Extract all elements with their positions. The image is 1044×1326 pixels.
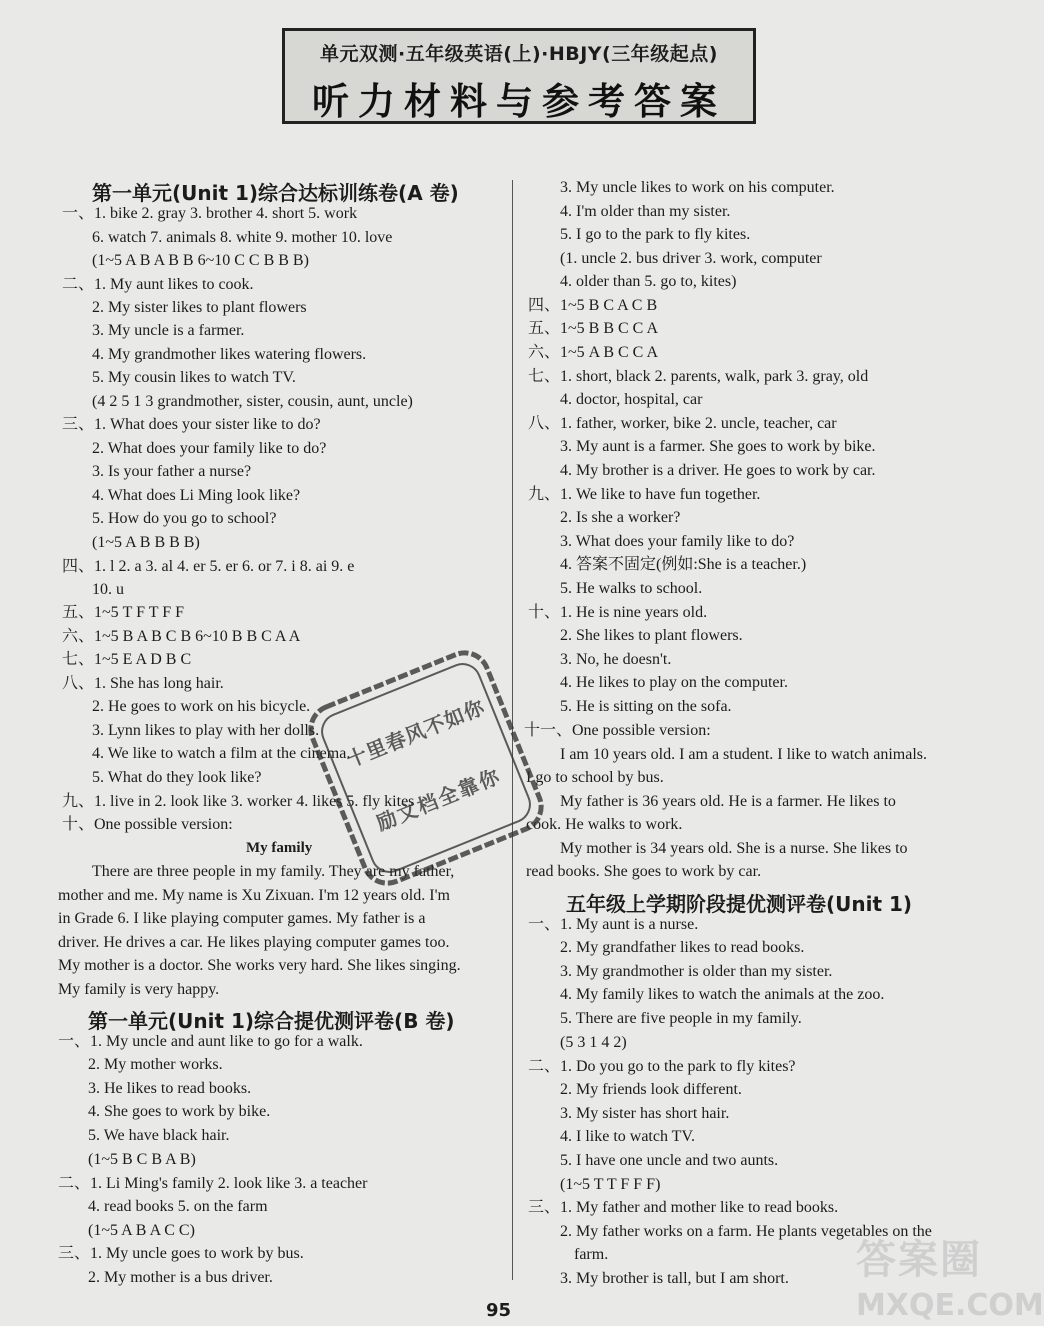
essay-line: mother and me. My name is Xu Zixuan. I'm 12 years old. I'm xyxy=(58,887,450,904)
answer-line: 2. Is she a worker? xyxy=(560,509,681,526)
essay-line: My family is very happy. xyxy=(58,981,220,998)
answer-line: 3. My uncle is a farmer. xyxy=(92,322,245,339)
answer-line: 2. She likes to plant flowers. xyxy=(560,627,743,644)
answer-line: 10. u xyxy=(92,581,124,598)
answer-line: 一、1. My uncle and aunt like to go for a walk. xyxy=(58,1033,363,1050)
answer-line: 六、1~5 A B C C A xyxy=(528,344,659,361)
answer-line: 十一、One possible version: xyxy=(524,722,711,739)
answer-line: 3. My sister has short hair. xyxy=(560,1105,730,1122)
answer-line: 5. He walks to school. xyxy=(560,580,703,597)
answer-line: (4 2 5 1 3 grandmother, sister, cousin, aunt, uncle) xyxy=(92,393,413,410)
answer-line: 2. My sister likes to plant flowers xyxy=(92,299,307,316)
section-title-a: 第一单元(Unit 1)综合达标训练卷(A 卷) xyxy=(92,181,459,205)
stamp-line-2: 励文档全靠你 xyxy=(373,763,505,836)
answer-line: 四、1~5 B C A C B xyxy=(528,297,658,314)
essay-line: in Grade 6. I like playing computer games. My father is a xyxy=(58,910,426,927)
header-banner xyxy=(282,28,756,124)
answer-line: 5. My cousin likes to watch TV. xyxy=(92,369,296,386)
essay-line: I am 10 years old. I am a student. I like to watch animals. xyxy=(560,746,928,763)
answer-line: 4. My grandmother likes watering flowers. xyxy=(92,346,367,363)
answer-line: 二、1. My aunt likes to cook. xyxy=(62,276,254,293)
watermark-url: MXQE.COM xyxy=(856,1288,1044,1323)
answer-line: 6. watch 7. animals 8. white 9. mother 10. love xyxy=(92,229,393,246)
answer-line: (1~5 A B B B B) xyxy=(92,534,200,551)
answer-line: 2. What does your family like to do? xyxy=(92,440,327,457)
answer-line: (1. uncle 2. bus driver 3. work, computer xyxy=(560,250,822,267)
essay-line: My father is 36 years old. He is a farmer. He likes to xyxy=(560,793,896,810)
answer-line: 二、1. Li Ming's family 2. look like 3. a teacher xyxy=(58,1175,368,1192)
answer-line: 五、1~5 T F T F F xyxy=(62,604,185,621)
stamp-line-1: 十里春风不如你 xyxy=(343,694,489,772)
answer-line: (1~5 A B A C C) xyxy=(88,1222,195,1239)
stamp xyxy=(296,638,556,898)
essay-line: I go to school by bus. xyxy=(526,769,664,786)
answer-line: 2. My friends look different. xyxy=(560,1081,742,1098)
answer-line: 三、1. My uncle goes to work by bus. xyxy=(58,1245,304,1262)
answer-line: 3. My brother is tall, but I am short. xyxy=(560,1270,789,1287)
answer-line: 4. I like to watch TV. xyxy=(560,1128,695,1145)
answer-line: 4. What does Li Ming look like? xyxy=(92,487,301,504)
answer-line: 2. My grandfather likes to read books. xyxy=(560,939,805,956)
answer-line: 五、1~5 B B C C A xyxy=(528,320,659,337)
answer-line: 2. My father works on a farm. He plants vegetables on the xyxy=(560,1223,932,1240)
answer-line: 八、1. father, worker, bike 2. uncle, teacher, car xyxy=(528,415,837,432)
answer-line: 5. There are five people in my family. xyxy=(560,1010,802,1027)
answer-line: 六、1~5 B A B C B 6~10 B B C A A xyxy=(62,628,301,645)
answer-line: 3. What does your family like to do? xyxy=(560,533,795,550)
answer-line: 一、1. bike 2. gray 3. brother 4. short 5. work xyxy=(62,205,358,222)
essay-line: read books. She goes to work by car. xyxy=(526,863,762,880)
essay-title: My family xyxy=(246,840,313,856)
essay-line: My mother is a doctor. She works very hard. She likes singing. xyxy=(58,957,461,974)
watermark-logo-text: 答案圈 xyxy=(856,1237,982,1283)
answer-line: 4. My family likes to watch the animals at the zoo. xyxy=(560,986,885,1003)
answer-line: 5. How do you go to school? xyxy=(92,510,277,527)
header-title: 听力材料与参考答案 xyxy=(312,79,726,123)
answer-line: 5. We have black hair. xyxy=(88,1127,230,1144)
essay-line: There are three people in my family. They are my father, xyxy=(92,863,455,880)
answer-line: 九、1. We like to have fun together. xyxy=(528,486,761,503)
answer-line: 3. Is your father a nurse? xyxy=(92,463,252,480)
answer-line: 3. He likes to read books. xyxy=(88,1080,252,1097)
site-watermark xyxy=(856,1228,1044,1326)
answer-line: 4. She goes to work by bike. xyxy=(88,1103,271,1120)
answer-line: 2. He goes to work on his bicycle. xyxy=(92,698,311,715)
answer-line: 2. My mother is a bus driver. xyxy=(88,1269,273,1286)
answer-line: (1~5 T T F F F) xyxy=(560,1176,661,1193)
answer-line: 5. I have one uncle and two aunts. xyxy=(560,1152,779,1169)
answer-line: 八、1. She has long hair. xyxy=(62,675,224,692)
answer-line: 4. He likes to play on the computer. xyxy=(560,674,788,691)
answer-line: 四、1. l 2. a 3. al 4. er 5. er 6. or 7. i 8. ai 9. e xyxy=(62,558,355,575)
header-subtitle: 单元双测·五年级英语(上)·HBJY(三年级起点) xyxy=(320,43,718,65)
section-title-b: 第一单元(Unit 1)综合提优测评卷(B 卷) xyxy=(88,1009,455,1033)
answer-line: 5. He is sitting on the sofa. xyxy=(560,698,732,715)
answer-line: 5. What do they look like? xyxy=(92,769,262,786)
answer-line: 3. Lynn likes to play with her dolls. xyxy=(92,722,320,739)
answer-line: 三、1. My father and mother like to read books. xyxy=(528,1199,839,1216)
answer-line: 十、1. He is nine years old. xyxy=(528,604,708,621)
answer-line: 3. My grandmother is older than my sister. xyxy=(560,963,833,980)
answer-line: (1~5 A B A B B 6~10 C C B B B) xyxy=(92,252,309,269)
page-number: 95 xyxy=(486,1300,512,1321)
answer-line: 2. My mother works. xyxy=(88,1056,223,1073)
answer-line: 三、1. What does your sister like to do? xyxy=(62,416,321,433)
answer-line: 3. My aunt is a farmer. She goes to work by bike. xyxy=(560,438,876,455)
answer-line: 5. I go to the park to fly kites. xyxy=(560,226,751,243)
answer-line: 一、1. My aunt is a nurse. xyxy=(528,916,699,933)
answer-line: (1~5 B C B A B) xyxy=(88,1151,196,1168)
answer-line: 3. No, he doesn't. xyxy=(560,651,672,668)
answer-line: (5 3 1 4 2) xyxy=(560,1034,627,1051)
answer-line: 4. I'm older than my sister. xyxy=(560,203,731,220)
answer-line: 十、One possible version: xyxy=(62,816,233,833)
answer-line: 4. older than 5. go to, kites) xyxy=(560,273,737,290)
answer-line: 九、1. live in 2. look like 3. worker 4. likes 5. fly kites xyxy=(62,793,415,810)
answer-line: 二、1. Do you go to the park to fly kites? xyxy=(528,1058,796,1075)
answer-line: 4. 答案不固定(例如:She is a teacher.) xyxy=(560,556,807,573)
answer-line: 3. My uncle likes to work on his computer. xyxy=(560,179,835,196)
answer-line: 七、1~5 E A D B C xyxy=(62,651,192,668)
answer-line: 4. We like to watch a film at the cinema. xyxy=(92,745,351,762)
answer-line: 4. read books 5. on the farm xyxy=(88,1198,268,1215)
answer-line: 4. doctor, hospital, car xyxy=(560,391,703,408)
section-title-c: 五年级上学期阶段提优测评卷(Unit 1) xyxy=(566,892,913,916)
essay-line: My mother is 34 years old. She is a nurse. She likes to xyxy=(560,840,908,857)
essay-line: driver. He drives a car. He likes playing computer games too. xyxy=(58,934,450,951)
answer-line: 七、1. short, black 2. parents, walk, park 3. gray, old xyxy=(528,368,869,385)
answer-line: farm. xyxy=(574,1246,609,1263)
answer-line: 4. My brother is a driver. He goes to work by car. xyxy=(560,462,876,479)
essay-line: cook. He walks to work. xyxy=(526,816,683,833)
